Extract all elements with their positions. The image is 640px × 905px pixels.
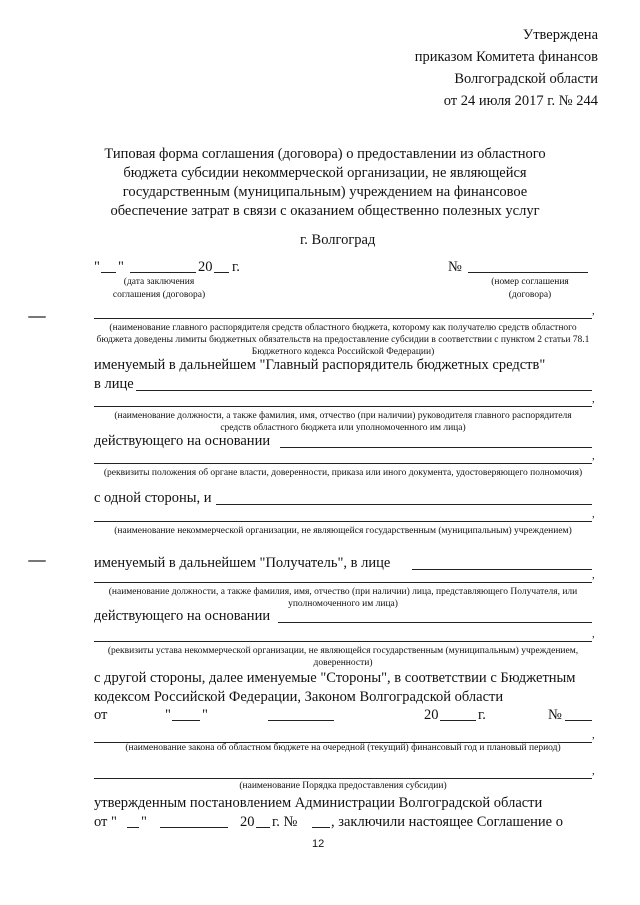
other-side-line-1: с другой стороны, далее именуемые "Стороны", в соответствии с Бюджетным [94,670,576,686]
date-day-blank[interactable] [101,272,116,273]
named-gr-text: именуемый в дальнейшем "Главный распорядитель бюджетных средств" [94,357,546,373]
comma: , [592,765,595,777]
comma: , [592,305,595,317]
law-year-blank[interactable] [440,720,476,721]
last-rest-text: , заключили настоящее Соглашение о [331,814,563,830]
approved-by-text: утвержденным постановлением Администрации Волгоградской области [94,795,543,811]
last-day-blank[interactable] [127,827,139,828]
caption-receiver-basis: (реквизиты устава некоммерческой организации, не являющейся государственным (муниципальным) учреждением, доверенности) [107,646,579,668]
margin-mark [28,560,46,562]
receiver-name-continuation-blank[interactable] [94,521,592,522]
receiver-position-blank[interactable] [94,582,592,583]
last-from-text: от " [94,814,117,830]
receiver-name-blank[interactable] [216,504,592,505]
comma: , [592,628,595,640]
approval-line-1: Утверждена [522,27,598,43]
gr-basis-blank[interactable] [280,447,592,448]
approval-line-2: приказом Комитета финансов [414,49,598,65]
date-caption-2: соглашения (договора) [112,290,206,300]
law-year-prefix: 20 [424,707,439,723]
gr-name-blank[interactable] [94,318,592,319]
gr-person-blank[interactable] [136,390,592,391]
date-month-blank[interactable] [130,272,196,273]
last-year-blank[interactable] [256,827,270,828]
receiver-basis-continuation-blank[interactable] [94,641,592,642]
receiver-person-blank[interactable] [412,569,592,570]
law-quote-open: " [165,707,171,723]
date-quote-close: " [118,259,124,275]
comma: , [592,450,595,462]
receiver-basis-blank[interactable] [278,622,592,623]
comma: , [592,569,595,581]
law-month-blank[interactable] [268,720,334,721]
agreement-number-blank[interactable] [468,272,588,273]
approval-line-4: от 24 июля 2017 г. № 244 [443,93,598,109]
law-quote-close: " [202,707,208,723]
comma: , [592,729,595,741]
acting-on-basis-text: действующего на основании [94,433,271,449]
law-number-sign: № [548,707,562,723]
title-line-4: обеспечение затрат в связи с оказанием общественно полезных услуг [110,203,540,219]
comma: , [592,393,595,405]
date-year-prefix: 20 [198,259,213,275]
title-line-1: Типовая форма соглашения (договора) о предоставлении из областного [104,146,546,162]
date-quote-open: " [94,259,100,275]
last-number-blank[interactable] [312,827,330,828]
caption-law-name: (наименование закона об областном бюджете на очередной (текущий) финансовый год и плановый период) [125,743,561,753]
caption-gr-name: (наименование главного распорядителя средств областного бюджета, которому как получателю средств областного бюджета доведены лимиты бюджетных обязательств на предоставление субсидии в соответствии с пунктом 2 статьи 78.1 Бюджетного кодекса Российской Федерации) [96,323,590,357]
caption-receiver-name: (наименование некоммерческой организации, не являющейся государственным (муниципальным) учреждением) [114,526,572,536]
date-g: г. [232,259,240,275]
comma: , [592,508,595,520]
law-g: г. [478,707,486,723]
law-day-blank[interactable] [172,720,200,721]
caption-gr-basis: (реквизиты положения об органе власти, доверенности, приказа или иного документа, удостоверяющего полномочия) [103,468,583,478]
number-caption-2: (договора) [508,290,552,300]
margin-mark [28,316,46,318]
title-line-3: государственным (муниципальным) учреждением на финансовое [122,184,528,200]
in-person-text: в лице [94,376,134,392]
law-from-text: от [94,707,108,723]
city: г. Волгоград [300,232,376,248]
date-caption-1: (дата заключения [123,277,195,287]
acting-on-basis-2-text: действующего на основании [94,608,271,624]
date-year-blank[interactable] [214,272,229,273]
procedure-name-blank[interactable] [94,778,592,779]
number-caption-1: (номер соглашения [491,277,569,287]
last-quote-close: " [141,814,147,830]
caption-receiver-position: (наименование должности, а также фамилия, имя, отчество (при наличии) лица, представляющего Получателя, или уполномоченного им лица) [108,587,578,609]
law-number-blank[interactable] [565,720,592,721]
last-number-sign: г. № [272,814,298,830]
number-sign: № [448,259,462,275]
gr-position-blank[interactable] [94,406,592,407]
last-month-blank[interactable] [160,827,228,828]
caption-gr-position: (наименование должности, а также фамилия, имя, отчество (при наличии) руководителя главного распорядителя средств областного бюджета или уполномоченного им лица) [114,411,572,433]
named-receiver-text: именуемый в дальнейшем "Получатель", в лице [94,555,391,571]
page-number: 12 [312,838,325,850]
title-line-2: бюджета субсидии некоммерческой организации, не являющейся [123,165,527,181]
approval-line-3: Волгоградской области [454,71,598,87]
one-side-text: с одной стороны, и [94,490,212,506]
caption-procedure-name: (наименование Порядка предоставления субсидии) [239,781,447,791]
other-side-line-2: кодексом Российской Федерации, Законом Волгоградской области [94,689,504,705]
gr-basis-continuation-blank[interactable] [94,463,592,464]
last-year-prefix: 20 [240,814,255,830]
